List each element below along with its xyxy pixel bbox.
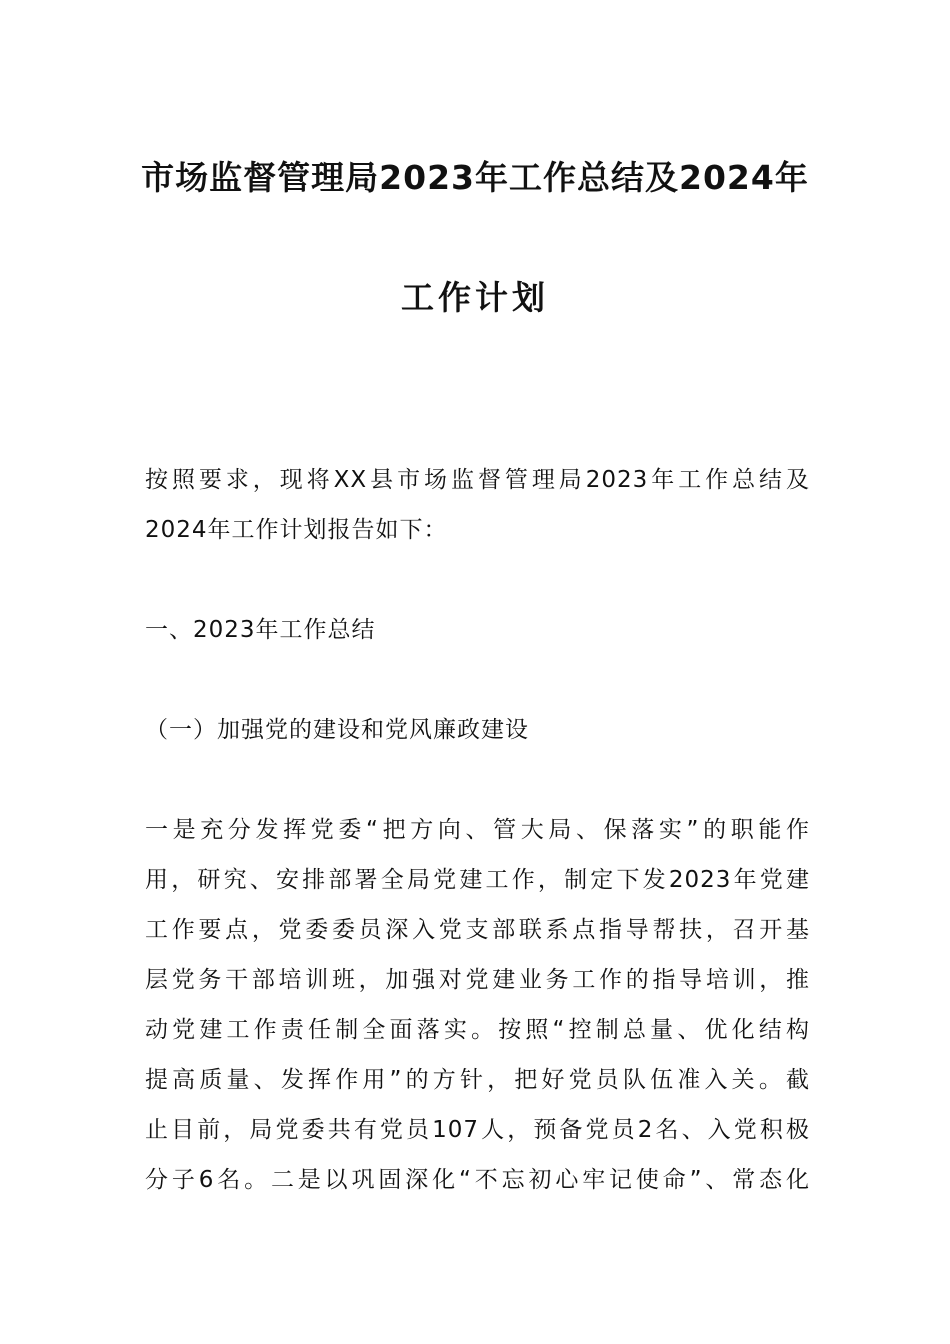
paragraph-line: 层党务干部培训班，加强对党建业务工作的指导培训，推	[145, 967, 810, 993]
sub-heading-text: （一）加强党的建设和党风廉政建设	[145, 717, 529, 743]
section-heading	[145, 605, 810, 655]
paragraph-line: 工作要点，党委委员深入党支部联系点指导帮扶，召开基	[145, 917, 810, 943]
paragraph-line: 一是充分发挥党委“把方向、管大局、保落实”的职能作	[145, 817, 810, 843]
document-title-line-1: 市场监督管理局2023年工作总结及2024年	[141, 158, 809, 197]
paragraph-line: 提高质量、发挥作用”的方针，把好党员队伍准入关。截	[145, 1067, 810, 1093]
paragraph-line: 动党建工作责任制全面落实。按照“控制总量、优化结构	[145, 1017, 810, 1043]
intro-line: 按照要求，现将XX县市场监督管理局2023年工作总结及	[145, 467, 810, 493]
section-heading-text: 一、2023年工作总结	[145, 617, 376, 643]
paragraph-line: 分子6名。二是以巩固深化“不忘初心牢记使命”、常态化	[145, 1167, 810, 1193]
intro-paragraph	[145, 455, 810, 555]
document-title-line-2: 工作计划	[401, 278, 549, 317]
sub-heading	[145, 705, 810, 755]
paragraph-line: 用，研究、安排部署全局党建工作，制定下发2023年党建	[145, 867, 810, 893]
paragraph-line: 止目前，局党委共有党员107人，预备党员2名、入党积极	[145, 1117, 810, 1143]
body-paragraph	[145, 805, 810, 1205]
intro-line: 2024年工作计划报告如下：	[145, 517, 448, 543]
